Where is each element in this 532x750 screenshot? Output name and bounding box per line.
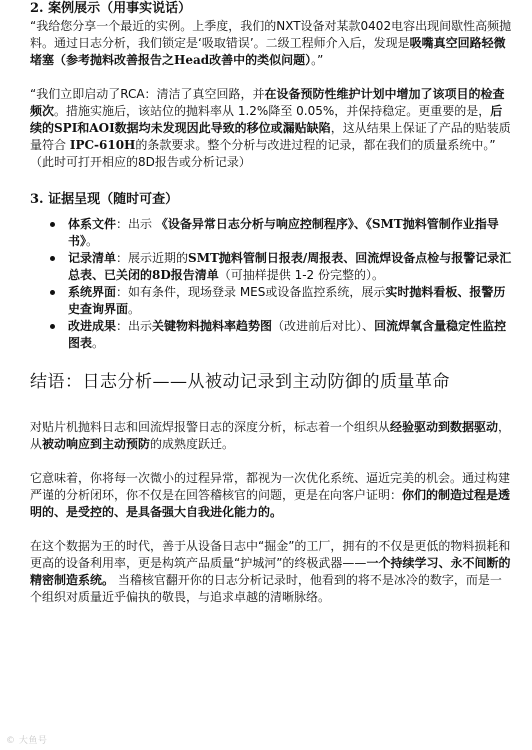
- bold-text: 改进成果: [68, 319, 117, 333]
- bold-text: 后续的SPI和AOI数据均未发现因此导致的移位或漏贴缺陷: [30, 104, 503, 135]
- bold-text: 关键物料抛料率趋势图: [152, 319, 273, 333]
- conclusion-paragraph-3: [30, 538, 512, 606]
- conclusion-paragraph-2: [30, 470, 512, 521]
- text: ，这从结果上保证了产品的贴装质量符合: [30, 121, 511, 152]
- bullet-icon: [50, 256, 55, 261]
- text: 的成熟度跃迁。: [150, 437, 235, 451]
- section2-heading: 2. 案例展示（用事实说话）: [30, 1, 192, 16]
- text: ：如有条件，现场登录 MES或设备监控系统，展示: [116, 285, 386, 299]
- evidence-list: [30, 216, 512, 352]
- bold-text: 《设备异常日志分析与响应控制程序》、《SMT抛料管制作业指导书》: [68, 217, 499, 248]
- case-paragraph-2: [30, 86, 512, 171]
- bold-text: SMT抛料管制日报表/周报表、回流焊设备点检与报警记录汇总表、已关闭的8D报告清单: [68, 251, 512, 282]
- text: 对贴片机抛料日志和回流焊报警日志的深度分析，标志着一个组织从: [30, 420, 391, 434]
- conclusion-title: 结语：日志分析——从被动记录到主动防御的质量革命: [30, 372, 450, 392]
- text: 当稽核官翻开你的日志分析记录时，他看到的将不是冰冷的数字，而是一个组织对质量近乎偏执的敬畏，与追求卓越的清晰脉络。: [30, 573, 502, 604]
- text: 。”: [311, 53, 324, 67]
- text: ：出示: [116, 217, 156, 231]
- text: 。: [128, 302, 141, 316]
- text: “我们立即启动了RCA：清洁了真空回路，并: [30, 87, 265, 101]
- bold-text: 一个持续学习、永不间断的精密制造系统。: [30, 556, 511, 587]
- bold-text: IPC-610H: [69, 138, 136, 152]
- evidence-item-records: [68, 250, 512, 284]
- text: ：展示近期的: [116, 251, 189, 265]
- text: （改进前后对比）、: [272, 319, 375, 333]
- bold-text: 吸嘴真空回路轻微堵塞（参考抛料改善报告之Head改善中的类似问题）: [30, 36, 506, 67]
- text: 的条款要求。整个分析与改进过程的记录，都在我们的质量系统中。” （此时可打开相应的8D报告或分析记录）: [30, 138, 496, 169]
- evidence-item-system: [68, 284, 512, 318]
- text: 在这个数据为王的时代，善于从设备日志中“掘金”的工厂，拥有的不仅是更低的物料损耗和更高的设备利用率，更是构筑产品质量“护城河”的终极武器——: [30, 539, 511, 570]
- bullet-icon: [50, 324, 55, 329]
- text: 。措施实施后，该站位的抛料率从 1.2%降至 0.05%，并保持稳定。更重要的是，: [54, 104, 491, 118]
- evidence-item-documents: [68, 216, 512, 250]
- conclusion-paragraph-1: [30, 419, 512, 453]
- bold-text: 在设备预防性维护计划中增加了该项目的检查频次: [30, 87, 505, 118]
- text: 。: [86, 234, 99, 248]
- bold-text: 被动响应到主动预防: [42, 437, 151, 451]
- bold-text: 体系文件: [68, 217, 117, 231]
- bullet-icon: [50, 290, 55, 295]
- bold-text: 实时抛料看板、报警历史查询界面: [68, 285, 506, 316]
- text: “我给您分享一个最近的实例。上季度，我们的NXT设备对某款0402电容出现间歇性高频抛料。通过日志分析，我们锁定是‘吸取错误’。二级工程师介入后，发现是: [30, 19, 512, 50]
- text: 它意味着，你将每一次微小的过程异常，都视为一次优化系统、逼近完美的机会。通过构建严谨的分析闭环，你不仅是在回答稽核官的问题，更是在向客户证明：: [30, 471, 511, 502]
- bold-text: 经验驱动到数据驱动: [390, 420, 499, 434]
- text: 。: [92, 336, 105, 350]
- text: ，从: [30, 420, 511, 451]
- evidence-item-results: [68, 318, 512, 352]
- bullet-icon: [50, 222, 55, 227]
- bold-text: 系统界面: [68, 285, 117, 299]
- case-paragraph-1: [30, 18, 512, 69]
- bold-text: 回流焊氧含量稳定性监控图表: [68, 319, 507, 350]
- watermark: © 大鱼号: [6, 736, 48, 746]
- text: ：出示: [116, 319, 153, 333]
- bold-text: 记录清单: [68, 251, 117, 265]
- text: （可抽样提供 1-2 份完整的）。: [218, 268, 384, 282]
- section3-heading: 3. 证据呈现（随时可查）: [30, 192, 179, 207]
- bold-text: 你们的制造过程是透明的、是受控的、是具备强大自我进化能力的。: [30, 488, 511, 519]
